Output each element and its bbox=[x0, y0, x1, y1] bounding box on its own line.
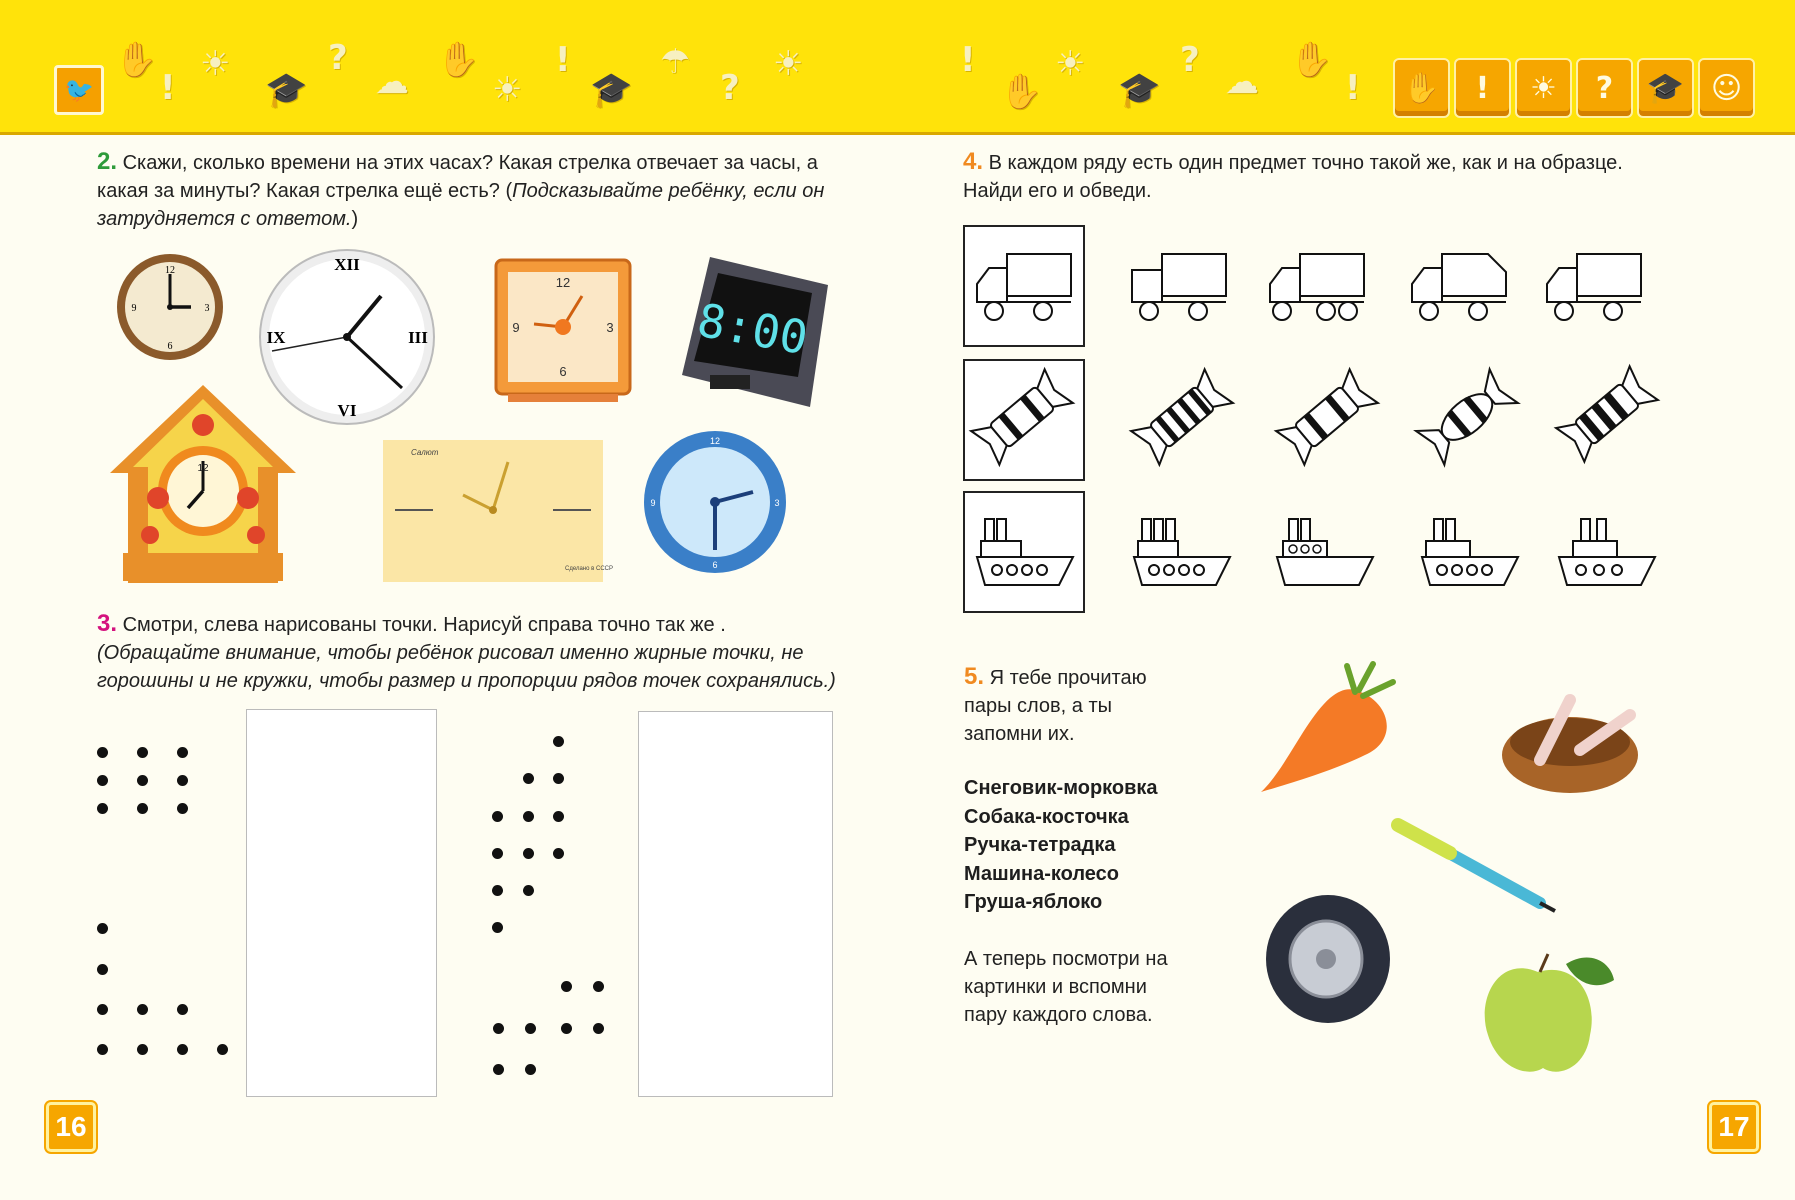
candy-option-3[interactable] bbox=[1415, 365, 1520, 470]
header-bar bbox=[0, 0, 1795, 135]
person-thinking-icon: ☺ bbox=[1698, 58, 1755, 118]
numeral: VI bbox=[337, 401, 357, 420]
task-2-hint-close: ) bbox=[351, 208, 359, 230]
sun-icon: ☀ bbox=[492, 70, 523, 110]
question-icon: ? bbox=[1576, 58, 1633, 118]
rect-clock-labels bbox=[383, 440, 613, 582]
hand-icon: ✋ bbox=[1393, 58, 1450, 118]
graduation-cap-icon: 🎓 bbox=[590, 70, 633, 110]
word-pair: Груша-яблоко bbox=[964, 891, 1103, 913]
sun-icon: ☀ bbox=[773, 44, 804, 84]
cuckoo-clock-numeral bbox=[108, 383, 298, 583]
numeral: 9 bbox=[650, 498, 656, 508]
ship-sample bbox=[975, 515, 1075, 595]
task-3-hint: (Обращайте внимание, чтобы ребёнок рисовал именно жирные точки, не горошины и не кружки, чтобы размер и пропорции рядов точек сохранялись.) bbox=[97, 642, 836, 692]
exclamation-icon: ! bbox=[1345, 68, 1361, 108]
truck-option-3[interactable] bbox=[1410, 250, 1510, 325]
truck-sample bbox=[975, 250, 1075, 325]
task-2-number: 2. bbox=[97, 148, 118, 175]
truck-option-1[interactable] bbox=[1130, 250, 1230, 325]
small-clock-numerals bbox=[115, 252, 225, 362]
bone-bowl-image bbox=[1500, 680, 1650, 800]
graduation-cap-icon: 🎓 bbox=[1118, 70, 1161, 110]
question-icon: ? bbox=[328, 38, 348, 78]
clock-made-in: Сделано в СССР bbox=[565, 566, 613, 572]
blue-clock-numerals bbox=[643, 430, 788, 575]
hand-icon: ✋ bbox=[1000, 72, 1043, 112]
cloud-icon: ☁ bbox=[375, 62, 409, 102]
exclamation-icon: ! bbox=[160, 68, 176, 108]
task-4-number: 4. bbox=[963, 148, 984, 175]
word-pair: Машина-колесо bbox=[964, 862, 1119, 885]
numeral: 6 bbox=[559, 364, 567, 379]
numeral: III bbox=[408, 328, 428, 347]
hand-icon: ✋ bbox=[115, 40, 158, 80]
numeral: 9 bbox=[131, 303, 137, 314]
numeral: 3 bbox=[774, 498, 780, 508]
graduation-cap-icon: 🎓 bbox=[265, 70, 308, 110]
clock-brand: Салют bbox=[411, 448, 439, 457]
page-number-right: 17 bbox=[1709, 1102, 1759, 1152]
sun-icon: ☀ bbox=[200, 44, 231, 84]
hand-icon: ✋ bbox=[1290, 40, 1333, 80]
truck-option-2[interactable] bbox=[1268, 250, 1368, 325]
numeral: 9 bbox=[512, 320, 520, 335]
task-5-intro: Я тебе прочитаю пары слов, а ты запомни их. bbox=[964, 667, 1147, 745]
square-clock-numerals bbox=[494, 258, 632, 403]
numeral: 12 bbox=[197, 463, 209, 474]
digital-clock-display bbox=[680, 255, 830, 410]
numeral: 12 bbox=[555, 275, 571, 290]
ship-option-1[interactable] bbox=[1132, 515, 1232, 595]
truck-option-4[interactable] bbox=[1545, 250, 1645, 325]
word-pair: Снеговик-морковка bbox=[964, 777, 1158, 799]
bird-logo-icon: 🐦 bbox=[54, 65, 104, 115]
numeral: 3 bbox=[204, 303, 210, 314]
task-3-number: 3. bbox=[97, 610, 118, 637]
sun-icon: ☀ bbox=[1055, 44, 1086, 84]
word-pair: Ручка-тетрадка bbox=[964, 834, 1116, 856]
task-2-hint: Подсказывайте ребёнку, если он затрудняется с ответом. bbox=[97, 180, 825, 230]
numeral: 3 bbox=[606, 320, 614, 335]
numeral: 6 bbox=[712, 560, 718, 570]
word-pair: Собака-косточка bbox=[964, 805, 1129, 828]
candy-option-2[interactable] bbox=[1275, 365, 1380, 470]
carrot-image bbox=[1255, 660, 1405, 800]
word-pairs-list bbox=[964, 774, 1158, 917]
graduation-cap-icon: 🎓 bbox=[1637, 58, 1694, 118]
question-icon: ? bbox=[1180, 40, 1200, 80]
numeral: IX bbox=[266, 328, 286, 347]
page-number-left: 16 bbox=[46, 1102, 96, 1152]
task-2-question: Скажи, сколько времени на этих часах? Какая стрелка отвечает за часы, а какая за минуты? Какая стрелка ещё есть? ( bbox=[97, 152, 818, 202]
sun-icon: ☀ bbox=[1515, 58, 1572, 118]
wheel-image bbox=[1264, 893, 1392, 1025]
numeral: 12 bbox=[709, 436, 721, 446]
task-4-instruction: В каждом ряду есть один предмет точно такой же, как и на образце. Найди его и обведи. bbox=[963, 152, 1623, 202]
task-5-number: 5. bbox=[964, 663, 985, 690]
drawing-area-2[interactable] bbox=[638, 711, 833, 1097]
exclamation-icon: ! bbox=[1454, 58, 1511, 118]
digital-time: 8:00 bbox=[693, 292, 812, 366]
task-4-text bbox=[963, 148, 1683, 205]
pen-image bbox=[1390, 815, 1560, 915]
drawing-area-1[interactable] bbox=[246, 709, 437, 1097]
candy-sample bbox=[970, 365, 1075, 470]
task-3-text bbox=[97, 610, 837, 695]
task-5-outro: А теперь посмотри на картинки и вспомни пару каждого слова. bbox=[964, 948, 1168, 1026]
task-3-instruction: Смотри, слева нарисованы точки. Нарисуй справа точно так же . bbox=[122, 614, 726, 636]
cloud-icon: ☁ bbox=[1225, 62, 1259, 102]
ship-option-3[interactable] bbox=[1420, 515, 1520, 595]
ship-option-4[interactable] bbox=[1557, 515, 1657, 595]
apple-image bbox=[1478, 950, 1618, 1080]
numeral: XII bbox=[334, 255, 360, 274]
hand-icon: ✋ bbox=[437, 40, 480, 80]
person-icon: ☂ bbox=[660, 42, 691, 82]
task-2-text bbox=[97, 148, 837, 233]
ship-option-2[interactable] bbox=[1275, 515, 1375, 595]
question-icon: ? bbox=[720, 68, 740, 108]
task-5-text bbox=[964, 663, 1184, 748]
candy-option-1[interactable] bbox=[1130, 365, 1235, 470]
candy-option-4[interactable] bbox=[1555, 362, 1660, 467]
numeral: 6 bbox=[167, 341, 173, 352]
exclamation-icon: ! bbox=[555, 40, 571, 80]
numeral: 12 bbox=[165, 265, 175, 276]
header-tabs bbox=[1393, 58, 1755, 118]
exclamation-icon: ! bbox=[960, 40, 976, 80]
